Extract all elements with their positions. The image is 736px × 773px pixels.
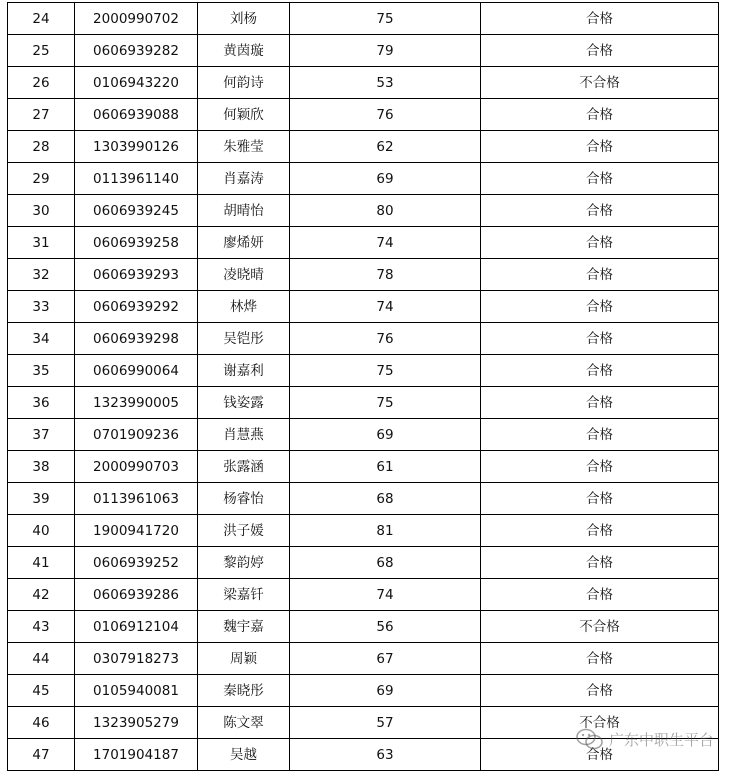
student-id-cell: 0606939298 xyxy=(75,323,198,355)
score-cell: 67 xyxy=(290,643,481,675)
table-row xyxy=(8,259,719,291)
score-cell: 75 xyxy=(290,387,481,419)
row-index-cell: 29 xyxy=(8,163,75,195)
score-cell: 78 xyxy=(290,259,481,291)
result-cell: 合格 xyxy=(481,227,719,259)
student-id-cell: 0307918273 xyxy=(75,643,198,675)
result-cell: 合格 xyxy=(481,163,719,195)
row-index-cell: 46 xyxy=(8,707,75,739)
row-index-cell: 41 xyxy=(8,547,75,579)
row-index-cell: 26 xyxy=(8,67,75,99)
row-index-cell: 27 xyxy=(8,99,75,131)
score-cell: 69 xyxy=(290,419,481,451)
table-row xyxy=(8,419,719,451)
student-id-cell: 0606939282 xyxy=(75,35,198,67)
score-cell: 53 xyxy=(290,67,481,99)
row-index-cell: 42 xyxy=(8,579,75,611)
table-row xyxy=(8,643,719,675)
row-index-cell: 31 xyxy=(8,227,75,259)
student-name-cell: 凌晓晴 xyxy=(198,259,290,291)
row-index-cell: 28 xyxy=(8,131,75,163)
row-index-cell: 43 xyxy=(8,611,75,643)
student-id-cell: 0113961063 xyxy=(75,483,198,515)
score-cell: 56 xyxy=(290,611,481,643)
student-name-cell: 刘杨 xyxy=(198,3,290,35)
score-cell: 75 xyxy=(290,3,481,35)
row-index-cell: 25 xyxy=(8,35,75,67)
student-name-cell: 梁嘉钎 xyxy=(198,579,290,611)
student-id-cell: 1323990005 xyxy=(75,387,198,419)
table-row xyxy=(8,323,719,355)
student-name-cell: 周颖 xyxy=(198,643,290,675)
student-id-cell: 0106912104 xyxy=(75,611,198,643)
student-id-cell: 0701909236 xyxy=(75,419,198,451)
student-name-cell: 谢嘉利 xyxy=(198,355,290,387)
result-cell: 合格 xyxy=(481,259,719,291)
score-cell: 75 xyxy=(290,355,481,387)
row-index-cell: 34 xyxy=(8,323,75,355)
table-row xyxy=(8,163,719,195)
score-cell: 68 xyxy=(290,483,481,515)
result-cell: 合格 xyxy=(481,131,719,163)
result-cell: 合格 xyxy=(481,515,719,547)
table-row xyxy=(8,675,719,707)
score-cell: 62 xyxy=(290,131,481,163)
student-name-cell: 胡晴怡 xyxy=(198,195,290,227)
score-cell: 63 xyxy=(290,739,481,771)
score-cell: 79 xyxy=(290,35,481,67)
row-index-cell: 37 xyxy=(8,419,75,451)
table-row xyxy=(8,195,719,227)
result-cell: 合格 xyxy=(481,451,719,483)
student-name-cell: 吴铠彤 xyxy=(198,323,290,355)
result-cell: 合格 xyxy=(481,99,719,131)
student-id-cell: 1303990126 xyxy=(75,131,198,163)
student-name-cell: 肖慧燕 xyxy=(198,419,290,451)
result-cell: 合格 xyxy=(481,739,719,771)
row-index-cell: 39 xyxy=(8,483,75,515)
student-name-cell: 钱姿露 xyxy=(198,387,290,419)
student-id-cell: 2000990703 xyxy=(75,451,198,483)
student-id-cell: 1323905279 xyxy=(75,707,198,739)
student-id-cell: 0606939258 xyxy=(75,227,198,259)
student-name-cell: 洪子媛 xyxy=(198,515,290,547)
student-id-cell: 0606939245 xyxy=(75,195,198,227)
student-name-cell: 吴越 xyxy=(198,739,290,771)
result-cell: 合格 xyxy=(481,195,719,227)
student-id-cell: 1701904187 xyxy=(75,739,198,771)
student-name-cell: 陈文翠 xyxy=(198,707,290,739)
result-cell: 合格 xyxy=(481,547,719,579)
result-cell: 不合格 xyxy=(481,707,719,739)
student-id-cell: 0606939292 xyxy=(75,291,198,323)
student-name-cell: 秦晓彤 xyxy=(198,675,290,707)
result-cell: 合格 xyxy=(481,675,719,707)
score-cell: 57 xyxy=(290,707,481,739)
result-cell: 合格 xyxy=(481,643,719,675)
student-name-cell: 肖嘉涛 xyxy=(198,163,290,195)
student-id-cell: 2000990702 xyxy=(75,3,198,35)
student-id-cell: 0606939286 xyxy=(75,579,198,611)
student-name-cell: 何颖欣 xyxy=(198,99,290,131)
score-cell: 81 xyxy=(290,515,481,547)
table-row xyxy=(8,67,719,99)
student-id-cell: 0113961140 xyxy=(75,163,198,195)
score-cell: 74 xyxy=(290,579,481,611)
result-cell: 合格 xyxy=(481,3,719,35)
score-cell: 76 xyxy=(290,99,481,131)
row-index-cell: 44 xyxy=(8,643,75,675)
result-cell: 合格 xyxy=(481,323,719,355)
score-cell: 74 xyxy=(290,291,481,323)
table-row xyxy=(8,483,719,515)
result-cell: 合格 xyxy=(481,419,719,451)
score-cell: 74 xyxy=(290,227,481,259)
table-row xyxy=(8,291,719,323)
table-row xyxy=(8,35,719,67)
result-cell: 合格 xyxy=(481,355,719,387)
student-id-cell: 1900941720 xyxy=(75,515,198,547)
table-row xyxy=(8,515,719,547)
table-row xyxy=(8,387,719,419)
result-cell: 不合格 xyxy=(481,67,719,99)
table-row xyxy=(8,355,719,387)
student-id-cell: 0606990064 xyxy=(75,355,198,387)
table-row xyxy=(8,131,719,163)
row-index-cell: 38 xyxy=(8,451,75,483)
row-index-cell: 33 xyxy=(8,291,75,323)
score-cell: 68 xyxy=(290,547,481,579)
student-name-cell: 黄茵璇 xyxy=(198,35,290,67)
table-row xyxy=(8,739,719,771)
result-cell: 合格 xyxy=(481,387,719,419)
row-index-cell: 24 xyxy=(8,3,75,35)
student-id-cell: 0606939293 xyxy=(75,259,198,291)
row-index-cell: 32 xyxy=(8,259,75,291)
student-name-cell: 何韵诗 xyxy=(198,67,290,99)
table-row xyxy=(8,579,719,611)
row-index-cell: 35 xyxy=(8,355,75,387)
result-cell: 不合格 xyxy=(481,611,719,643)
table-row xyxy=(8,707,719,739)
score-cell: 80 xyxy=(290,195,481,227)
student-name-cell: 黎韵婷 xyxy=(198,547,290,579)
row-index-cell: 30 xyxy=(8,195,75,227)
student-id-cell: 0606939252 xyxy=(75,547,198,579)
table-row xyxy=(8,547,719,579)
row-index-cell: 40 xyxy=(8,515,75,547)
student-name-cell: 林烨 xyxy=(198,291,290,323)
student-name-cell: 朱雅莹 xyxy=(198,131,290,163)
row-index-cell: 36 xyxy=(8,387,75,419)
table-row xyxy=(8,227,719,259)
student-name-cell: 杨睿怡 xyxy=(198,483,290,515)
table-row xyxy=(8,611,719,643)
watermark-text: 广东中职生平台 xyxy=(608,730,714,749)
score-cell: 69 xyxy=(290,163,481,195)
result-cell: 合格 xyxy=(481,291,719,323)
results-table xyxy=(7,2,719,771)
score-cell: 69 xyxy=(290,675,481,707)
student-id-cell: 0606939088 xyxy=(75,99,198,131)
table-row xyxy=(8,3,719,35)
table-row xyxy=(8,99,719,131)
result-cell: 合格 xyxy=(481,579,719,611)
student-id-cell: 0105940081 xyxy=(75,675,198,707)
score-cell: 76 xyxy=(290,323,481,355)
table-row xyxy=(8,451,719,483)
row-index-cell: 47 xyxy=(8,739,75,771)
student-name-cell: 魏宇嘉 xyxy=(198,611,290,643)
result-cell: 合格 xyxy=(481,483,719,515)
student-name-cell: 张露涵 xyxy=(198,451,290,483)
student-id-cell: 0106943220 xyxy=(75,67,198,99)
score-cell: 61 xyxy=(290,451,481,483)
row-index-cell: 45 xyxy=(8,675,75,707)
student-name-cell: 廖烯妍 xyxy=(198,227,290,259)
result-cell: 合格 xyxy=(481,35,719,67)
